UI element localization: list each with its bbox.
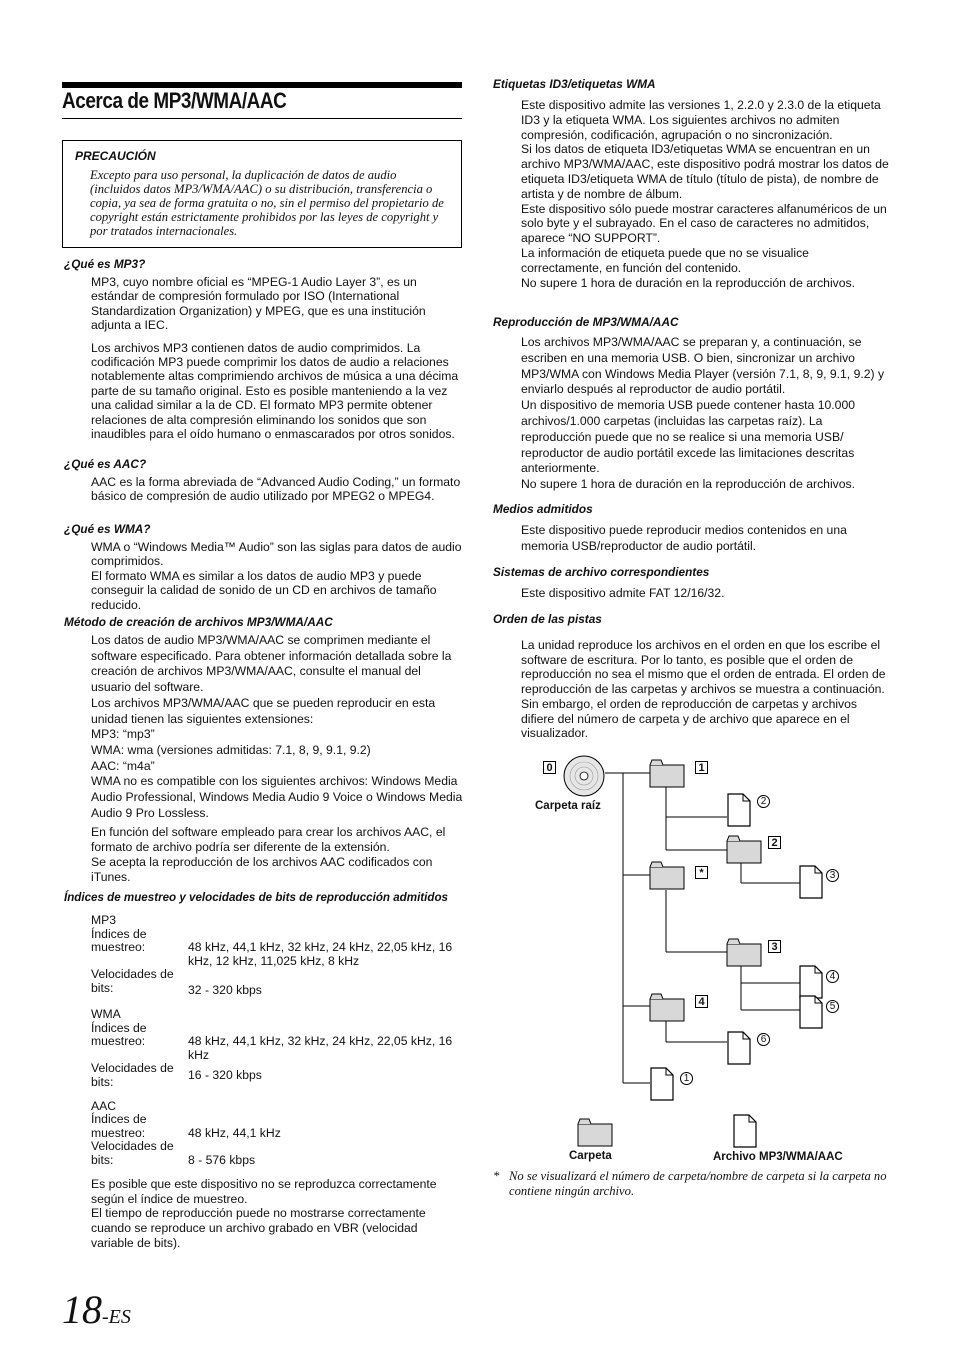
legend-folder-icon [578,1119,612,1146]
format-name: WMA [91,1006,121,1021]
file-icon [800,866,822,898]
mp3-p1: MP3, cuyo nombre oficial es “MPEG-1 Audio Layer 3”, es un estándar de compresión formulado por ISO (International Standardization Organization) y MPEG, que es una institución adjunta a IEC. [91,275,426,333]
id3-heading: Etiquetas ID3/etiquetas WMA [493,77,656,91]
method-p4: En función del software empleado para crear los archivos AAC, el formato de archivo podría ser diferente de la extensión. [91,825,446,855]
media-text [521,523,891,555]
caution-body: Excepto para uso personal, la duplicación de datos de audio (incluidos datos MP3/WMA/AAC) o su distribución, transferencia o copia, ya sea de forma gratuita o no, sin el permiso del propietario de copyright están estrictamente prohibidos por las leyes de copyright y por tratados internacionales. [90,167,444,238]
format-block-mp3 [91,914,463,998]
method-p2: Los archivos MP3/WMA/AAC que se pueden reproducir en esta unidad tienen las siguientes extensiones: [91,695,436,726]
format-name: AAC [91,1098,117,1113]
bitrate-label: Velocidades de bits: [91,1061,174,1089]
rates-table [91,914,463,1168]
rates-heading: Índices de muestreo y velocidades de bits de reproducción admitidos [64,891,448,904]
caution-box [62,140,462,248]
aac-text [91,475,463,504]
wma-text [91,540,463,612]
id3-text [521,98,891,290]
folder-icon [650,994,684,1021]
file-icon [800,966,822,998]
folder-number-1: 1 [695,760,708,775]
method-p5: Se acepta la reproducción de los archivos AAC codificados con iTunes. [91,855,433,884]
format-block-wma [91,1008,463,1090]
format-block-aac [91,1100,463,1168]
repro-heading: Reproducción de MP3/WMA/AAC [493,315,679,329]
sampling-label: Índices de muestreo: [91,1020,147,1049]
rates-note-2: El tiempo de reproducción puede no mostrarse correctamente cuando se reproduce un archivo grabado en VBR (velocidad variable de bits). [91,1206,426,1250]
bitrate-label: Velocidades de bits: [91,1139,174,1167]
fs-p1: Este dispositivo admite FAT 12/16/32. [521,586,725,600]
wma-p2: El formato WMA es similar a los datos de audio MP3 y puede conseguir la calidad de sonido de un CD en archivos de tamaño reducido. [91,568,437,612]
sampling-value: 48 kHz, 44,1 kHz, 32 kHz, 24 kHz, 22,05 kHz, 16 kHz, 12 kHz, 11,025 kHz, 8 kHz [188,940,453,968]
id3-p1: Este dispositivo admite las versiones 1, 2.2.0 y 2.3.0 de la etiqueta ID3 y la etiqueta WMA. Los siguientes archivos no admiten compresión, codificación, agrupación o no sincronización. [521,98,881,142]
repro-p2: Un dispositivo de memoria USB puede contener hasta 10.000 archivos/1.000 carpetas (incluidas las carpetas raíz). La reproducción puede que no se realice si una memoria USB/ reproductor de audio portátil excede las limitaciones descritas anteriormente. [521,398,856,476]
file-icon [651,1068,673,1100]
sampling-value: 48 kHz, 44,1 kHz, 32 kHz, 24 kHz, 22,05 kHz, 16 kHz [188,1034,453,1062]
footnote: No se visualizará el número de carpeta/nombre de carpeta si la carpeta no contiene ningún archivo. [509,1169,887,1198]
method-ext-wma: WMA: wma (versiones admitidas: 7.1, 8, 9, 9.1, 9.2) [91,742,371,757]
repro-text [521,335,891,493]
cd-disc-icon [564,756,604,796]
aac-p1: AAC es la forma abreviada de “Advanced Audio Coding,” un formato básico de compresión de audio utilizado por MPEG2 o MPEG4. [91,475,461,504]
file-number-4: 4 [826,968,839,983]
file-icon [728,1032,750,1064]
aac-heading: ¿Qué es AAC? [64,457,147,471]
folder-number-empty: * [695,865,708,880]
sampling-label: Índices de muestreo: [91,1112,147,1140]
id3-p3: Este dispositivo sólo puede mostrar caracteres alfanuméricos de un solo byte y el subrayado. En el caso de caracteres no admitidos, aparece “NO SUPPORT”. [521,201,887,246]
folder-icon [727,939,761,966]
media-heading: Medios admitidos [493,502,593,516]
root-number: 0 [543,760,556,775]
id3-p5: No supere 1 hora de duración en la reproducción de archivos. [521,275,856,290]
bitrate-label: Velocidades de bits: [91,967,174,995]
media-p1: Este dispositivo puede reproducir medios contenidos en una memoria USB/reproductor de audio portátil. [521,523,847,553]
folder-number-2: 2 [768,835,781,850]
order-heading: Orden de las pistas [493,612,602,626]
mp3-text [91,275,463,441]
mp3-heading: ¿Qué es MP3? [64,257,146,271]
folder-number-3: 3 [768,939,781,954]
fs-heading: Sistemas de archivo correspondientes [493,565,710,579]
rates-notes [91,1177,463,1251]
fs-text [521,586,891,600]
page-number: 18-ES [62,1287,131,1332]
page-title: Acerca de MP3/WMA/AAC [62,82,462,119]
legend-folder-label: Carpeta [569,1150,612,1162]
file-number-1: 1 [680,1070,693,1085]
method-heading: Método de creación de archivos MP3/WMA/AAC [64,615,333,629]
page-suffix: -ES [102,1306,131,1328]
method-p1: Los datos de audio MP3/WMA/AAC se comprimen mediante el software especificado. Para obtener información detallada sobre la creación de archivos MP3/WMA/AAC, consulte el manual del usuario del software. [91,633,452,695]
format-name: MP3 [91,913,117,927]
wma-heading: ¿Qué es WMA? [64,522,151,536]
repro-p1: Los archivos MP3/WMA/AAC se preparan y, a continuación, se escriben en una memoria USB. O bien, sincronizar un archivo MP3/WMA con Windows Media Player (versión 7.1, 8, 9, 9.1, 9.2) y enviarlo después al reproductor de audio portátil. [521,335,885,397]
legend-file-label: Archivo MP3/WMA/AAC [713,1151,843,1163]
method-p3: WMA no es compatible con los siguientes archivos: Windows Media Audio Professional, Windows Media Audio 9 Voice o Windows Media Audio 9 Pro Lossless. [91,774,463,820]
method-ext-aac: AAC: “m4a” [91,758,155,773]
file-number-6: 6 [757,1031,770,1046]
id3-p2: Si los datos de etiqueta ID3/etiquetas WMA se encuentran en un archivo MP3/WMA/AAC, este dispositivo podrá mostrar los datos de etiqueta ID3/etiqueta WMA de título (título de pista), de nombre de artista y de nombre de álbum. [521,142,889,201]
sampling-value: 48 kHz, 44,1 kHz [188,1125,281,1140]
file-number-3: 3 [826,867,839,882]
mp3-p2: Los archivos MP3 contienen datos de audio comprimidos. La codificación MP3 puede comprimir los datos de audio a relaciones notablemente altas comprimiendo archivos de música a una décima parte de su tamaño original. Esto es posible manteniendo a la vez una calidad similar a la de CD. El formato MP3 permite obtener relaciones de alta compresión eliminando los sonidos que son inaudibles para el oído humano o enmascarados por otros sonidos. [91,340,459,442]
order-p1: La unidad reproduce los archivos en el orden en que los escribe el software de escritura. Por lo tanto, es posible que el orden de reproducción no sea el mismo que el orden de entrada. El orden de reproducción de las carpetas y archivos se muestra a continuación. Sin embargo, el orden de reproducción de carpetas y archivos difiere del número de carpeta y de archivo que aparece en el visualizador. [521,638,886,741]
legend-file-icon [734,1115,756,1147]
order-text [521,638,891,741]
file-number-2: 2 [757,793,770,808]
footnote-mark: * [493,1169,500,1183]
folder-number-4: 4 [695,994,708,1009]
method-ext-mp3: MP3: “mp3” [91,727,155,742]
rates-note-1: Es posible que este dispositivo no se reproduzca correctamente según el índice de muestreo. [91,1177,437,1206]
bitrate-value: 8 - 576 kbps [188,1152,256,1167]
repro-p3: No supere 1 hora de duración en la reproducción de archivos. [521,477,856,492]
folder-icon [727,836,761,863]
bitrate-value: 32 - 320 kbps [188,983,262,998]
tree-lines [605,773,800,1083]
folder-icon [650,862,684,889]
folder-icon [650,760,684,787]
id3-p4: La información de etiqueta puede que no se visualice correctamente, en función del contenido. [521,245,809,275]
root-label: Carpeta raíz [535,800,601,812]
file-icon [728,794,750,826]
caution-heading: PRECAUCIÓN [75,149,156,163]
method-text [91,633,463,885]
bitrate-value: 16 - 320 kbps [188,1068,262,1083]
sampling-label: Índices de muestreo: [91,926,147,955]
wma-p1: WMA o “Windows Media™ Audio” son las siglas para datos de audio comprimidos. [91,540,462,569]
file-number-5: 5 [826,998,839,1013]
file-icon [800,996,822,1028]
